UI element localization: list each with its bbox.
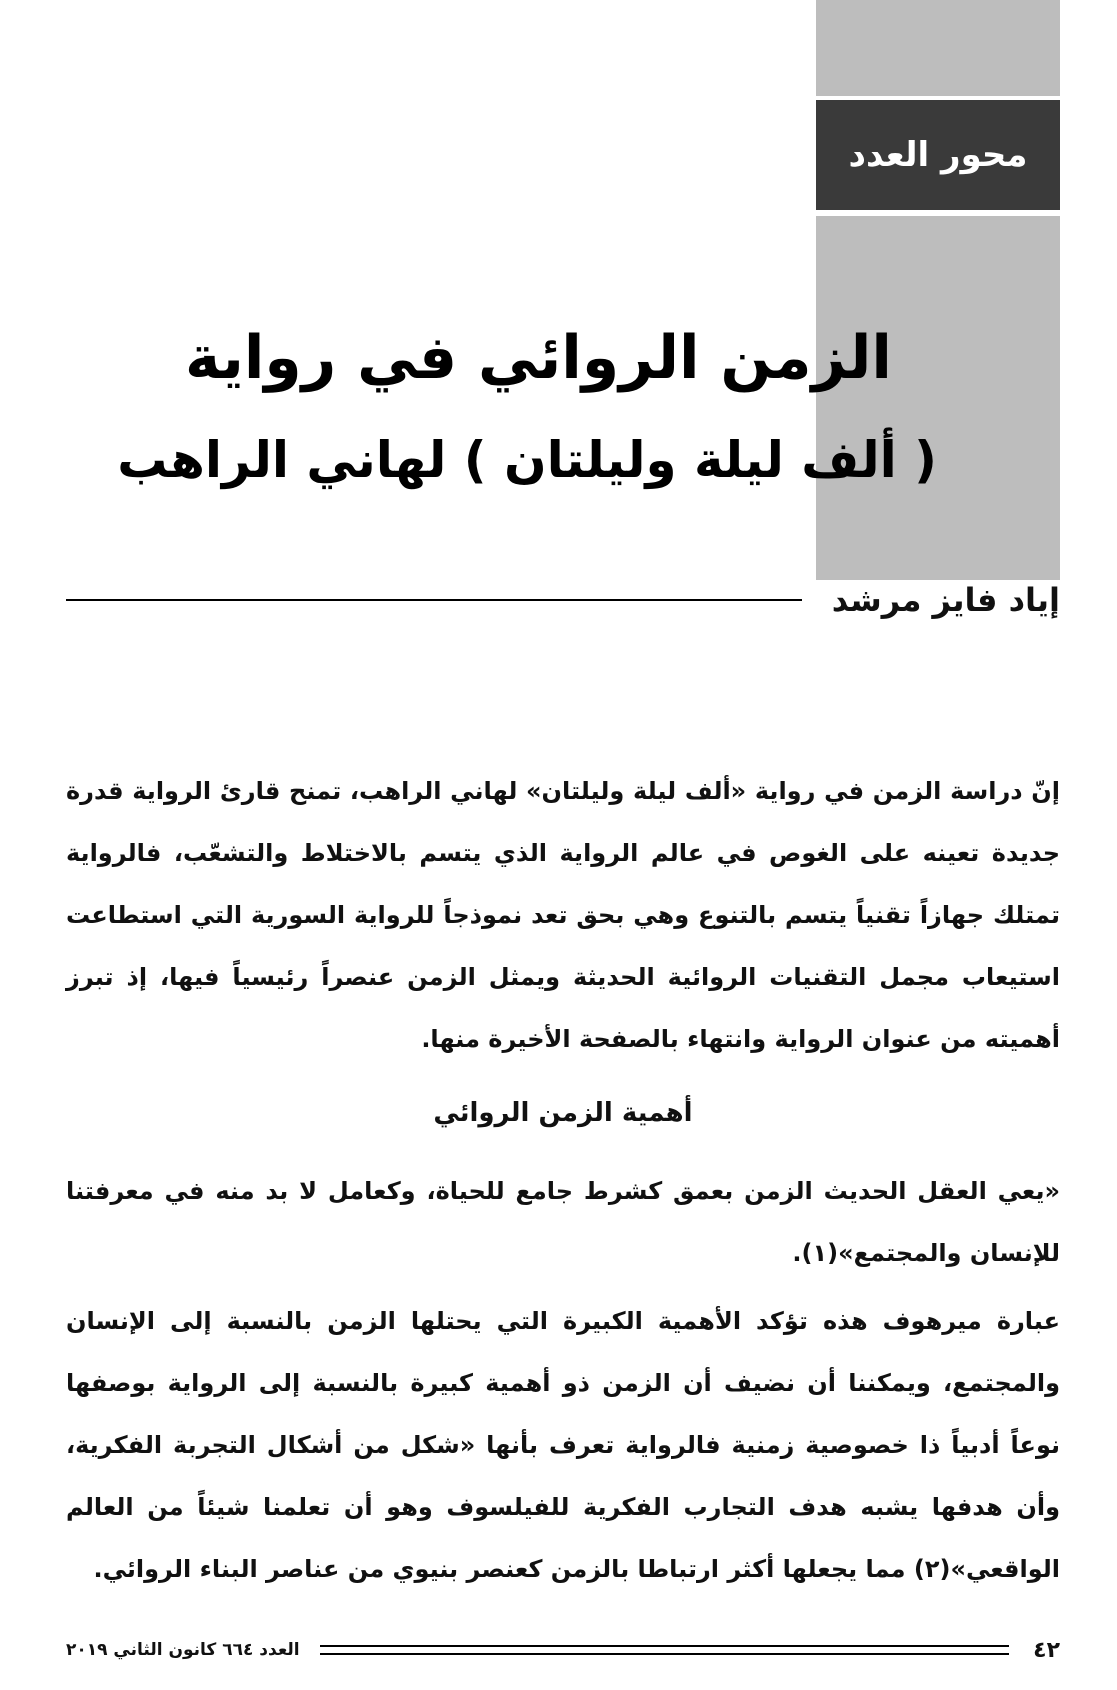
page-footer: [66, 1635, 1060, 1665]
page-number: ٤٢: [1033, 1637, 1060, 1663]
paragraph-discussion: عبارة ميرهوف هذه تؤكد الأهمية الكبيرة التي يحتلها الزمن بالنسبة إلى الإنسان والمجتمع، ويمكننا أن نضيف أن الزمن ذو أهمية كبيرة بالنسبة إلى الرواية بوصفها نوعاً أدبياً ذا خصوصية زمنية فالرواية تعرف بأنها «شكل من أشكال التجربة الفكرية، وأن هدفها يشبه هدف التجارب الفكرية للفيلسوف وهو أن تعلمنا شيئاً من العالم الواقعي»(٢) مما يجعلها أكثر ارتباطا بالزمن كعنصر بنيوي من عناصر البناء الروائي.: [66, 1307, 1060, 1583]
section-heading: أهمية الزمن الروائي: [433, 1098, 693, 1128]
author-name: إياد فايز مرشد: [831, 581, 1060, 619]
decorative-gray-top: [816, 0, 1060, 96]
paragraph-intro: إنّ دراسة الزمن في رواية «ألف ليلة وليلتان» لهاني الراهب، تمنح قارئ الرواية قدرة جديدة تعينه على الغوص في عالم الرواية الذي يتسم بالاختلاط والتشعّب، فالرواية تمتلك جهازاً تقنياً يتسم بالتنوع وهي بحق تعد نموذجاً للرواية السورية التي استطاعت استيعاب مجمل التقنيات الروائية الحديثة ويمثل الزمن عنصراً رئيسياً فيها، إذ تبرز أهميته من عنوان الرواية وانتهاء بالصفحة الأخيرة منها.: [66, 777, 1060, 1053]
footer-rule: [320, 1645, 1010, 1655]
article-title: الزمن الروائي في رواية: [184, 323, 892, 393]
issue-info: العدد ٦٦٤ كانون الثاني ٢٠١٩: [66, 1640, 300, 1660]
section-label: محور العدد: [816, 100, 1060, 210]
decorative-gray-block: [816, 216, 1060, 580]
byline-rule: [66, 599, 802, 601]
article-subtitle: ( ألف ليلة وليلتان ) لهاني الراهب: [117, 431, 937, 489]
paragraph-quote: «يعي العقل الحديث الزمن بعمق كشرط جامع للحياة، وكعامل لا بد منه في معرفتنا للإنسان والمجتمع»(١).: [66, 1177, 1060, 1267]
author-byline: [66, 578, 1060, 622]
